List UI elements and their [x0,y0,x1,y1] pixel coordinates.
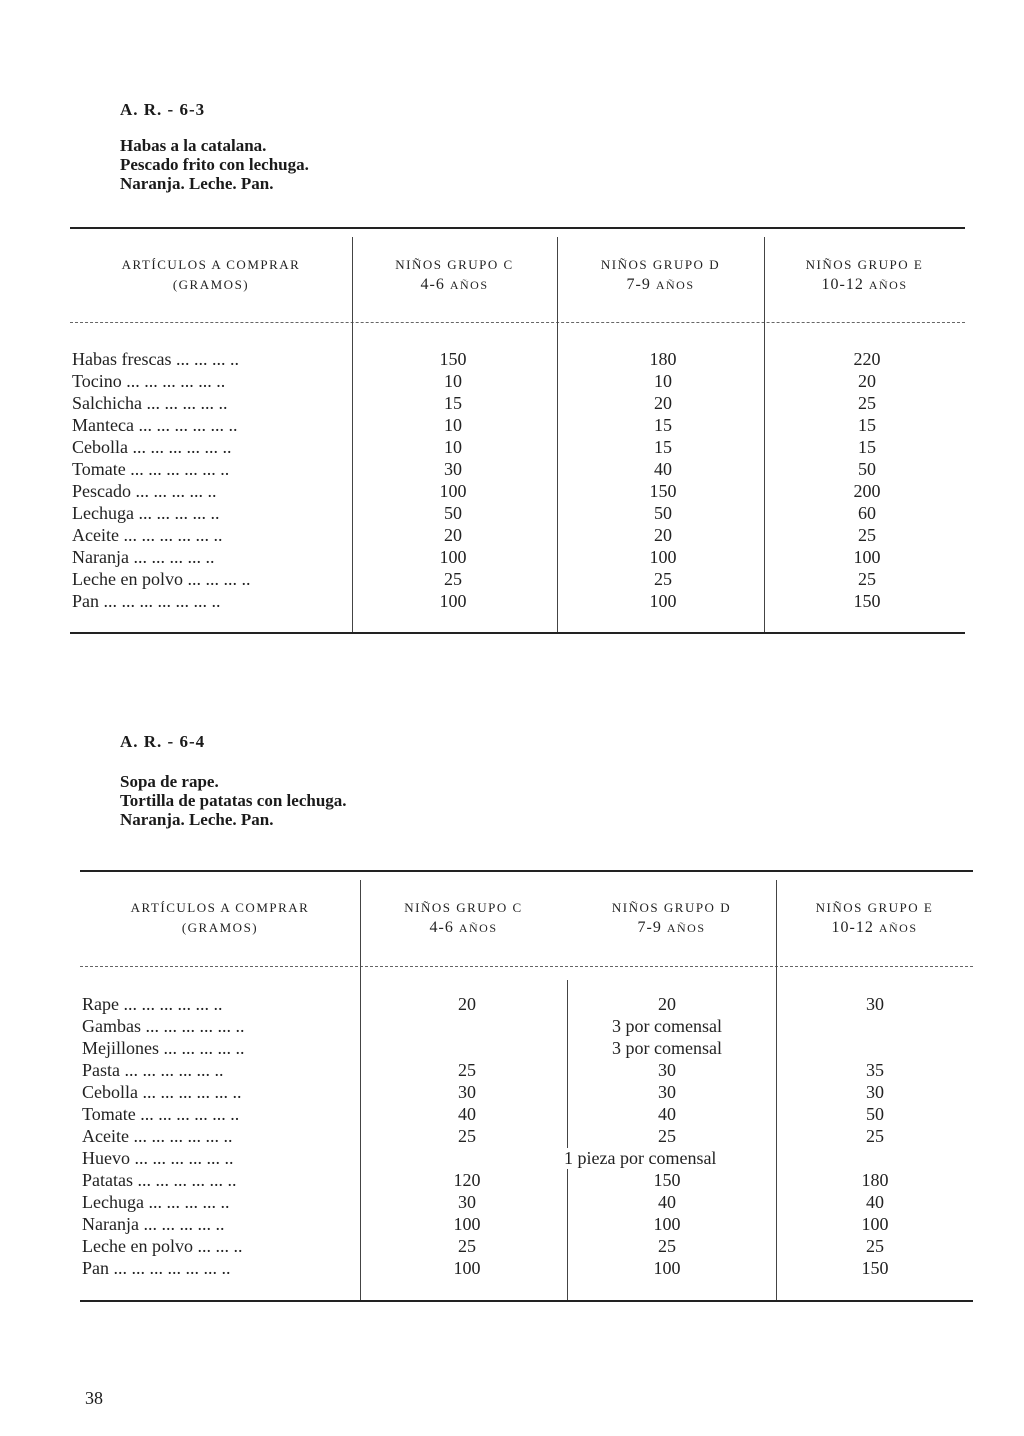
dish-line: Tortilla de patatas con lechuga. [120,791,347,810]
table-row: Naranja ... ... ... ... .. 100 100 100 [72,547,881,567]
table-body [72,349,965,613]
header-items: ARTÍCULOS A COMPRAR (GRAMOS) [130,900,310,935]
table-row: Naranja ... ... ... ... .. 100 100 100 [82,1214,889,1234]
header-group-d: NIÑOS GRUPO D 7-9 AÑOS [600,257,721,293]
page-number: 38 [85,1388,103,1408]
menu-dishes [120,136,309,193]
table-row: Pan ... ... ... ... ... ... .. 100 100 150 [82,1258,889,1278]
table-row: Tomate ... ... ... ... ... .. 30 40 50 [72,459,876,479]
table-row: Cebolla ... ... ... ... ... .. 30 30 30 [82,1082,884,1102]
menu-code: A. R. - 6-4 [120,732,206,751]
table-top-rule [80,870,973,872]
header-items: ARTÍCULOS A COMPRAR (GRAMOS) [121,257,301,292]
header-group-d: NIÑOS GRUPO D 7-9 AÑOS [611,900,732,936]
table-row: Mejillones ... ... ... ... .. 3 por comensal [82,1038,722,1058]
dish-line: Naranja. Leche. Pan. [120,174,274,193]
table-row: Lechuga ... ... ... ... .. 50 50 60 [72,503,876,523]
header-group-e: NIÑOS GRUPO E 10-12 AÑOS [815,900,934,936]
table-row: Salchicha ... ... ... ... .. 15 20 25 [72,393,876,413]
table-bottom-rule [70,632,965,634]
dish-line: Pescado frito con lechuga. [120,155,309,174]
table-row: Habas frescas ... ... ... .. 150 180 220 [72,349,881,369]
table-row: Pan ... ... ... ... ... ... .. 100 100 150 [72,591,881,611]
header-group-e: NIÑOS GRUPO E 10-12 AÑOS [805,257,924,293]
header-group-c: NIÑOS GRUPO C 4-6 AÑOS [395,257,514,293]
table-bottom-rule [80,1300,973,1302]
table-row: Tocino ... ... ... ... ... .. 10 10 20 [72,371,876,391]
table-row: Leche en polvo ... ... .. 25 25 25 [82,1236,884,1256]
table-row: Gambas ... ... ... ... ... .. 3 por comensal [82,1016,722,1036]
table-row: Aceite ... ... ... ... ... .. 25 25 25 [82,1126,884,1146]
header-group-c: NIÑOS GRUPO C 4-6 AÑOS [404,900,523,936]
header-divider [70,322,965,323]
table-row: Cebolla ... ... ... ... ... .. 10 15 15 [72,437,876,457]
quantities-table [70,227,965,637]
quantities-table [80,870,973,1306]
table-row: Patatas ... ... ... ... ... .. 120 150 180 [82,1170,889,1190]
dish-line: Sopa de rape. [120,772,219,791]
table-row: Rape ... ... ... ... ... .. 20 20 30 [82,994,884,1014]
table-row: Pescado ... ... ... ... .. 100 150 200 [72,481,881,501]
dish-line: Habas a la catalana. [120,136,267,155]
table-top-rule [70,227,965,229]
span-value: 1 pieza por comensal [560,1148,720,1169]
table-row: Lechuga ... ... ... ... .. 30 40 40 [82,1192,884,1212]
table-row: Huevo ... ... ... ... ... .. 1 pieza por comensal [82,1148,973,1170]
dish-line: Naranja. Leche. Pan. [120,810,274,829]
table-row: Leche en polvo ... ... ... .. 25 25 25 [72,569,876,589]
table-row: Aceite ... ... ... ... ... .. 20 20 25 [72,525,876,545]
table-row: Pasta ... ... ... ... ... .. 25 30 35 [82,1060,884,1080]
table-body [82,994,973,1280]
table-row: Manteca ... ... ... ... ... .. 10 15 15 [72,415,876,435]
menu-dishes [120,772,347,829]
header-divider [80,966,973,967]
table-row: Tomate ... ... ... ... ... .. 40 40 50 [82,1104,884,1124]
menu-code: A. R. - 6-3 [120,100,206,119]
